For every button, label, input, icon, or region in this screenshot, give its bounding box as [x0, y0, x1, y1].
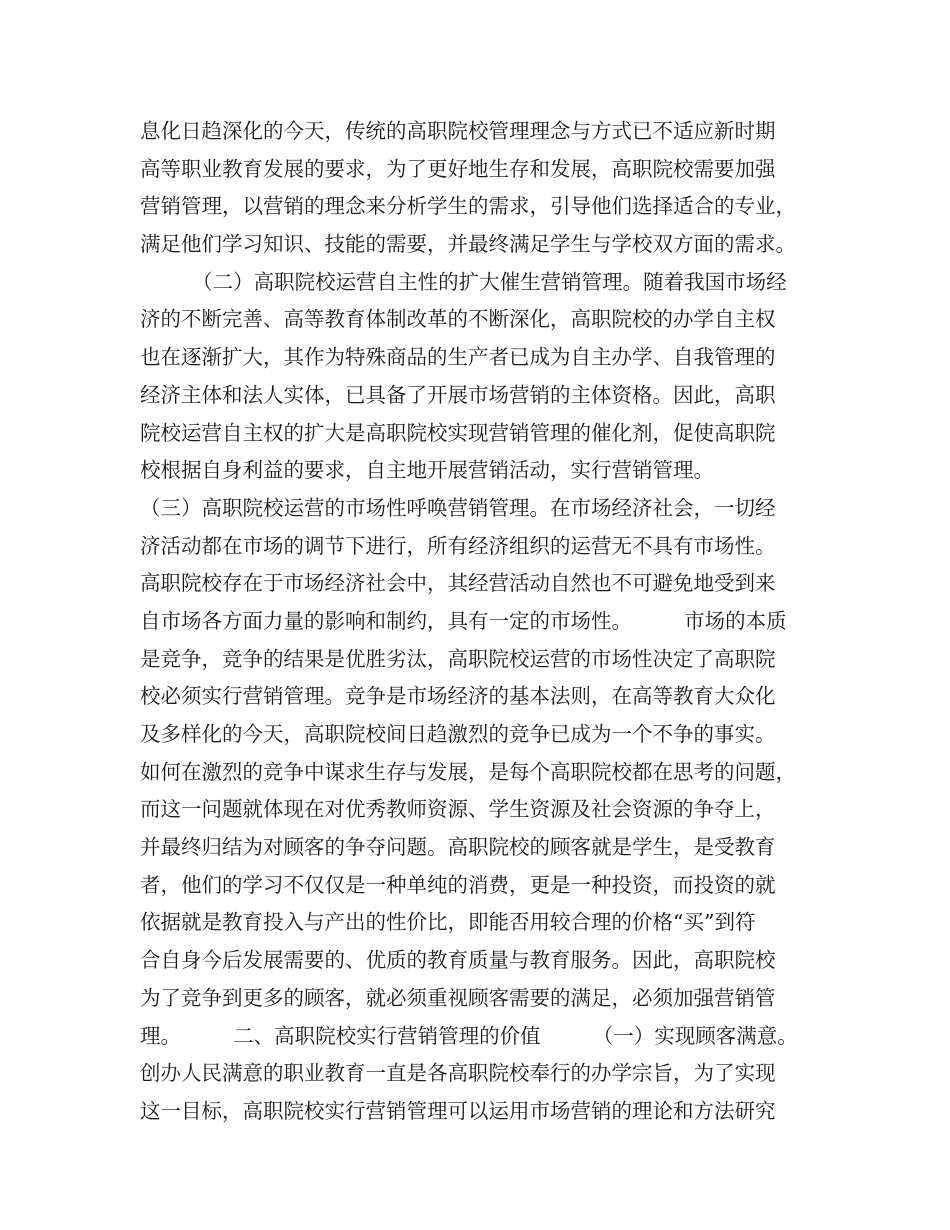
text-line: 并最终归结为对顾客的争夺问题。高职院校的顾客就是学生，是受教育	[140, 835, 776, 860]
text-line: 济活动都在市场的调节下进行，所有经济组织的运营无不具有市场性。	[140, 533, 776, 558]
text-line: 院校运营自主权的扩大是高职院校实现营销管理的催化剂，促使高职院	[140, 420, 776, 445]
text-line: 营销管理，以营销的理念来分析学生的需求，引导他们选择适合的专业，	[140, 194, 796, 219]
text-line: 高职院校存在于市场经济社会中，其经营活动自然也不可避免地受到来	[140, 571, 776, 596]
text-line: 及多样化的今天，高职院校间日趋激烈的竞争已成为一个不争的事实。	[140, 722, 776, 746]
text-line: 息化日趋深化的今天，传统的高职院校管理理念与方式已不适应新时期	[140, 119, 776, 143]
text-line: 如何在激烈的竞争中谋求生存与发展，是每个高职院校都在思考的问题，	[140, 759, 796, 784]
text-line: 这一目标，高职院校实行营销管理可以运用市场营销的理论和方法研究	[140, 1098, 776, 1123]
text-line: 理。 二、高职院校实行营销管理的价值 （一）实现顾客满意。	[140, 1023, 798, 1048]
body-text	[140, 113, 820, 1131]
text-line: 者，他们的学习不仅仅是一种单纯的消费，更是一种投资，而投资的就	[140, 872, 776, 897]
text-line: 校根据自身利益的要求，自主地开展营销活动，实行营销管理。	[140, 458, 714, 483]
text-line: 也在逐渐扩大，其作为特殊商品的生产者已成为自主办学、自我管理的	[140, 345, 776, 370]
text-line: 自市场各方面力量的影响和制约，具有一定的市场性。 市场的本质	[140, 608, 787, 633]
text-line: 是竞争，竞争的结果是优胜劣汰，高职院校运营的市场性决定了高职院	[140, 646, 776, 671]
text-line: 经济主体和法人实体，已具备了开展市场营销的主体资格。因此，高职	[140, 382, 776, 407]
text-line: 创办人民满意的职业教育一直是各高职院校奉行的办学宗旨，为了实现	[140, 1061, 776, 1086]
text-line: 而这一问题就体现在对优秀教师资源、学生资源及社会资源的争夺上，	[140, 797, 776, 822]
text-line: 满足他们学习知识、技能的需要，并最终满足学生与学校双方面的需求。	[140, 232, 796, 257]
text-line: 合自身今后发展需要的、优质的教育质量与教育服务。因此，高职院校	[140, 948, 776, 973]
text-line: 济的不断完善、高等教育体制改革的不断深化，高职院校的办学自主权	[140, 307, 776, 332]
text-line: 高等职业教育发展的要求，为了更好地生存和发展，高职院校需要加强	[140, 156, 776, 181]
text-line: （二）高职院校运营自主性的扩大催生营销管理。随着我国市场经	[140, 269, 787, 294]
text-line: 依据就是教育投入与产出的性价比，即能否用较合理的价格“买”到符	[140, 910, 756, 935]
text-line: 校必须实行营销管理。竞争是市场经济的基本法则，在高等教育大众化	[140, 684, 776, 709]
text-line: 为了竞争到更多的顾客，就必须重视顾客需要的满足，必须加强营销管	[140, 985, 776, 1010]
text-line: （三）高职院校运营的市场性呼唤营销管理。在市场经济社会，一切经	[140, 495, 776, 520]
